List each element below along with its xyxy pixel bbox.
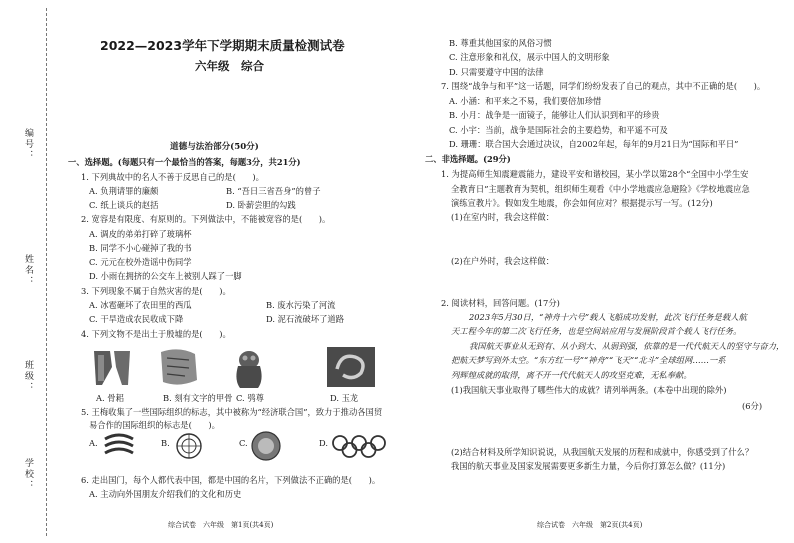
question-8-part2: (2)在户外时，我会这样做： <box>451 256 555 266</box>
emblem-logo-icon <box>250 430 282 462</box>
olympic-rings-icon <box>330 433 390 461</box>
q7-option-c: C. 小宇：当前，战争是国际社会的主要趋势，和平遥不可及 <box>449 125 668 135</box>
question-9-part2-line2: 我国的航天事业及国家发展需要更多新生力量，今后你打算怎么做？(11分) <box>451 461 726 471</box>
q1-option-b: B. “吾日三省吾身”的曾子 <box>226 186 321 196</box>
question-5-line1: 5. 王梅收集了一些国际组织的标志，其中被称为“经济联合国”，致力于推动各国贸 <box>81 407 383 417</box>
q2-option-a: A. 调皮的弟弟打碎了玻璃杯 <box>89 229 192 239</box>
material-line2: 天工程今年的第二次飞行任务，也是空间站应用与发展阶段首个载人飞行任务。 <box>451 326 742 336</box>
jade-dragon-image <box>327 347 375 387</box>
question-1: 1. 下列典故中的名人不善于反思自己的是( )。 <box>81 172 264 182</box>
q3-option-a: A. 冰雹砸坏了农田里的西瓜 <box>89 300 192 310</box>
material-line1: 2023年5月30日，“神舟十六号”载人飞船成功发射，此次飞行任务是载人航 <box>469 312 747 322</box>
q5-option-b: B. <box>161 438 170 448</box>
q6-option-d: D. 只需要遵守中国的法律 <box>449 67 544 77</box>
question-8-line3: 演练宣教片》。假如发生地震，你会如何应对？根据提示写一写。(12分) <box>451 198 713 208</box>
q6-option-b: B. 尊重其他国家的风俗习惯 <box>449 38 552 48</box>
q3-option-d: D. 泥石流破坏了道路 <box>266 314 345 324</box>
question-8-line2: 全教育日”主题教育为契机，组织师生观看《中小学地震应急避险》《学校地震应急 <box>451 184 750 194</box>
un-logo-icon <box>172 431 206 461</box>
q3-option-c: C. 干旱造成农民收成下降 <box>89 314 184 324</box>
question-9-part2-line1: (2)结合材料及所学知识说说，从我国航天发展的历程和成就中，你感受到了什么？ <box>451 447 754 457</box>
q7-option-a: A. 小涵：和平来之不易，我们要倍加珍惜 <box>449 96 602 106</box>
material-line5: 列辉煌成就的取得，离不开一代代航天人的攻坚克难，无私奉献。 <box>451 370 692 380</box>
q1-option-c: C. 纸上谈兵的赵括 <box>89 200 159 210</box>
question-9-part1-score: (6分) <box>742 401 763 411</box>
name-label: 姓名： <box>23 254 33 287</box>
q4-option-d: D. 玉龙 <box>330 393 359 403</box>
page2-footer: 综合试卷 六年级 第2页(共4页) <box>537 521 643 529</box>
q1-option-d: D. 卧薪尝胆的勾践 <box>226 200 296 210</box>
question-4: 4. 下列文物不是出土于殷墟的是( )。 <box>81 329 231 339</box>
q7-option-d: D. 珊珊：联合国大会通过决议，自2002年起，每年的9月21日为“国际和平日” <box>449 139 739 149</box>
q2-option-c: C. 元元在校外造谣中伤同学 <box>89 257 192 267</box>
section-heading: 道德与法治部分(50分) <box>170 142 259 152</box>
q1-option-a: A. 负荆请罪的廉颇 <box>89 186 159 196</box>
right-page <box>397 0 794 543</box>
q2-option-d: D. 小雨在拥挤的公交车上被别人踩了一脚 <box>89 271 242 281</box>
oracle-bone-image <box>155 346 203 388</box>
question-8-line1: 1. 为提高师生知震避震能力，建设平安和谐校园，某小学以第28个“全国中小学生安 <box>441 169 749 179</box>
q2-option-b: B. 同学不小心碰掉了我的书 <box>89 243 192 253</box>
q4-option-c: C. 鸮尊 <box>236 393 264 403</box>
question-3: 3. 下列现象不属于自然灾害的是( )。 <box>81 286 231 296</box>
question-7: 7. 围绕“战争与和平”这一话题，同学们纷纷发表了自己的观点，其中不正确的是( )。 <box>441 81 766 91</box>
q5-option-a: A. <box>89 438 98 448</box>
question-9-part1: (1)我国航天事业取得了哪些伟大的成就？请列举两条。(本卷中出现的除外) <box>451 385 727 395</box>
class-label: 班级： <box>23 360 33 393</box>
wto-logo-icon <box>101 433 137 461</box>
question-8-part1: (1)在室内时，我会这样做： <box>451 212 555 222</box>
material-line4: 把航天梦写到外太空。“东方红一号”“神舟”“飞天”“北斗”全球组网……一系 <box>451 355 726 365</box>
q4-option-a: A. 骨耜 <box>96 393 124 403</box>
exam-title: 2022—2023学年下学期期末质量检测试卷 <box>100 38 345 53</box>
q3-option-b: B. 废水污染了河流 <box>266 300 336 310</box>
material-line3: 我国航天事业从无到有、从小到大、从弱到强，依靠的是一代代航天人的坚守与奋力， <box>469 341 785 351</box>
q5-option-d: D. <box>319 438 328 448</box>
page1-footer: 综合试卷 六年级 第1页(共4页) <box>168 521 274 529</box>
school-label: 学校： <box>23 458 33 491</box>
q6-option-a: A. 主动向外国朋友介绍我们的文化和历史 <box>89 489 242 499</box>
q6-option-c: C. 注意形象和礼仪，展示中国人的文明形象 <box>449 52 610 62</box>
part1-heading: 一、选择题。(每题只有一个最恰当的答案，每题3分，共21分) <box>68 157 301 167</box>
bone-spade-image <box>88 347 136 389</box>
question-9: 2. 阅读材料，回答问题。(17分) <box>441 298 560 308</box>
q4-option-b: B. 刻有文字的甲骨 <box>163 393 233 403</box>
part2-heading: 二、非选择题。(29分) <box>425 154 511 164</box>
id-label: 编号： <box>23 128 33 161</box>
question-6: 6. 走出国门，每个人都代表中国，都是中国的名片，下列做法不正确的是( )。 <box>81 475 381 485</box>
q7-option-b: B. 小月：战争是一面镜子，能够让人们认识到和平的珍贵 <box>449 110 660 120</box>
owl-zun-image <box>226 346 272 390</box>
question-2: 2. 宽容是有限度、有原则的。下列做法中，不能被宽容的是( )。 <box>81 214 331 224</box>
question-5-line2: 易合作的国际组织的标志是( )。 <box>89 420 220 430</box>
exam-subtitle: 六年级 综合 <box>195 59 264 73</box>
q5-option-c: C. <box>239 438 248 448</box>
